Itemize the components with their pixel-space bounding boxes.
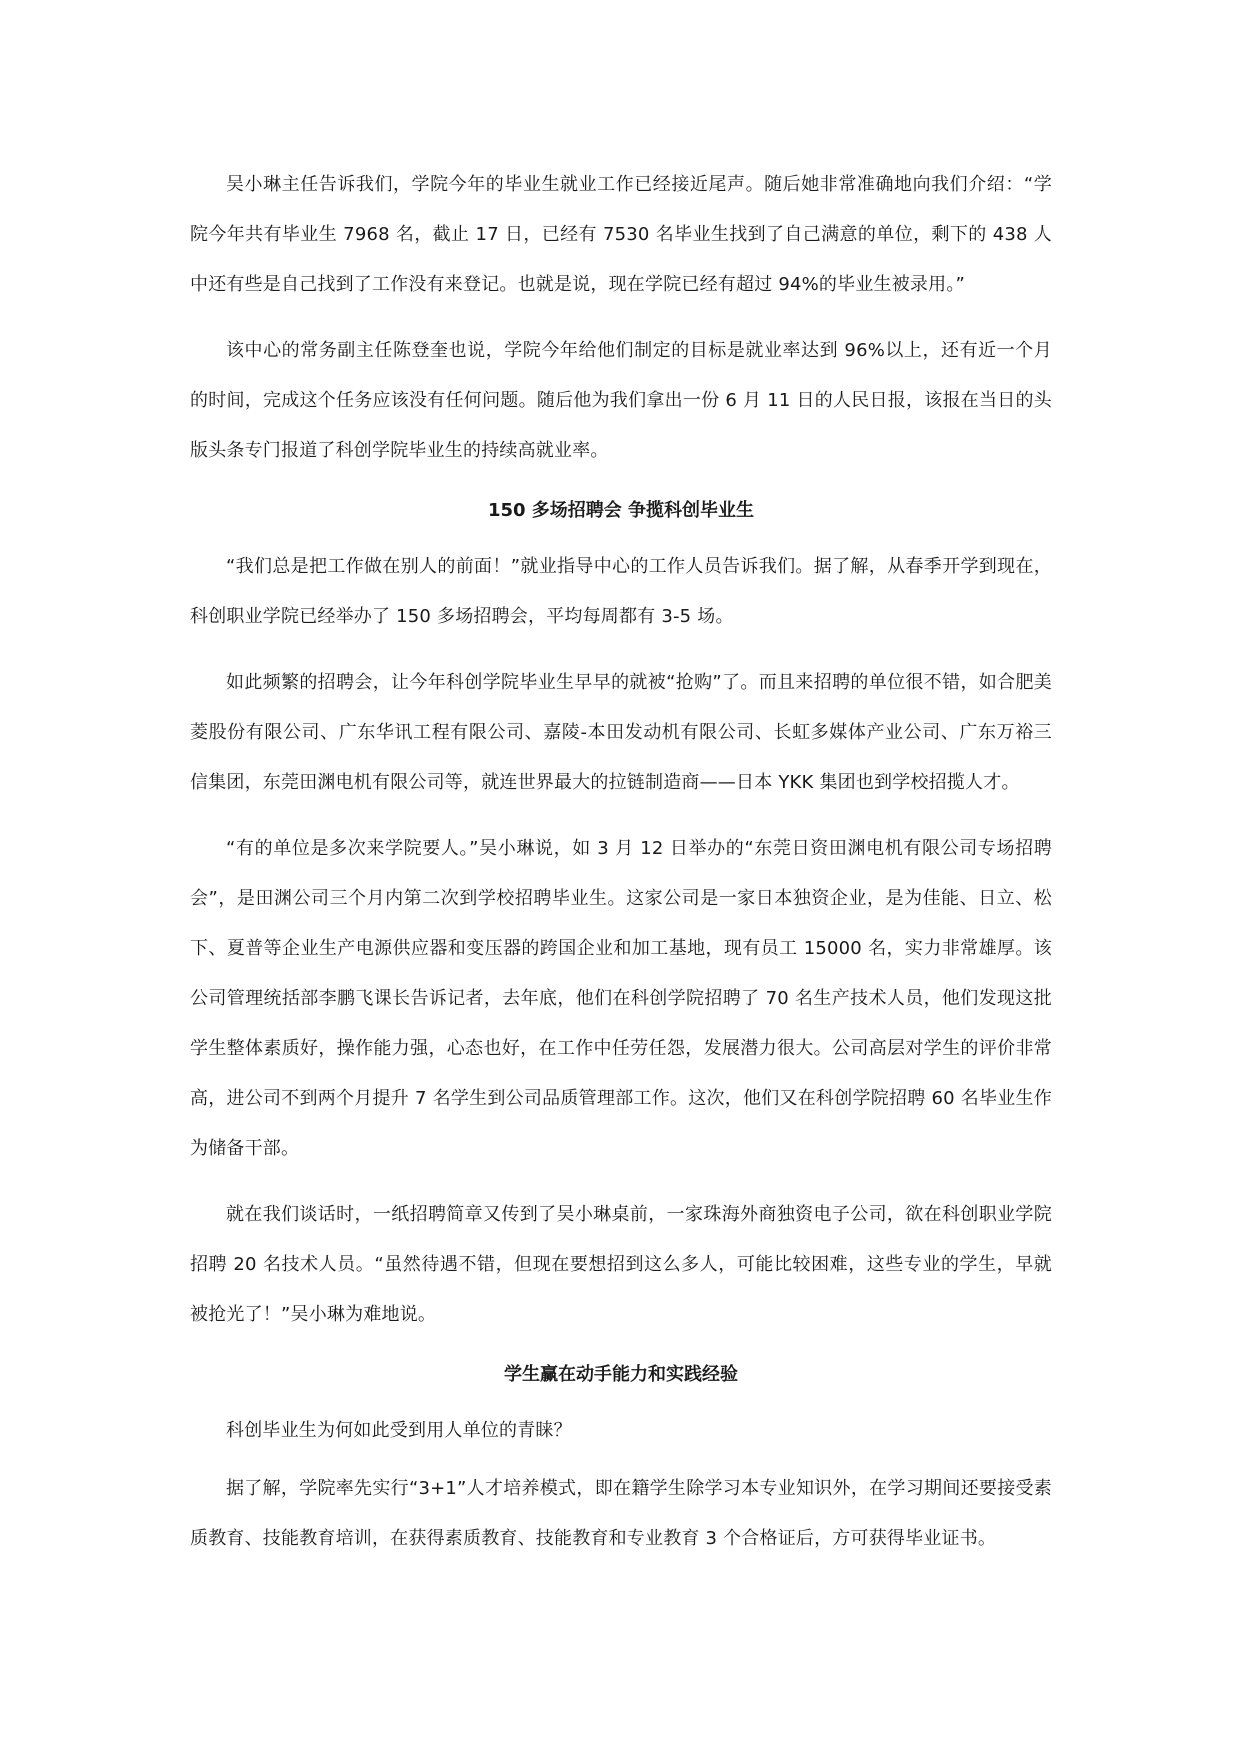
- paragraph: 科创毕业生为何如此受到用人单位的青睐？: [226, 1420, 572, 1441]
- paragraph: 就在我们谈话时，一纸招聘简章又传到了吴小琳桌前，一家珠海外商独资电子公司，欲在科创职业学院招聘 20 名技术人员。“虽然待遇不错，但现在要想招到这么多人，可能比较困难，这些专业的学生，早就被抢光了！”吴小琳为难地说。: [190, 1204, 1052, 1325]
- section-heading: 150 多场招聘会 争揽科创毕业生: [487, 500, 755, 521]
- section-heading: 学生赢在动手能力和实践经验: [504, 1364, 738, 1385]
- paragraph: 据了解，学院率先实行“3+1”人才培养模式，即在籍学生除学习本专业知识外，在学习期间还要接受素质教育、技能教育培训，在获得素质教育、技能教育和专业教育 3 个合格证后，方可获得毕业证书。: [190, 1478, 1052, 1549]
- paragraph: “有的单位是多次来学院要人。”吴小琳说，如 3 月 12 日举办的“东莞日资田渊电机有限公司专场招聘会”，是田渊公司三个月内第二次到学校招聘毕业生。这家公司是一家日本独资企业，是为佳能、日立、松下、夏普等企业生产电源供应器和变压器的跨国企业和加工基地，现有员工 15000 名，实力非常雄厚。该公司管理统括部李鹏飞课长告诉记者，去年底，他们在科创学院招聘了 70 名生产技术人员，他们发现这批学生整体素质好，操作能力强，心态也好，在工作中任劳任怨，发展潜力很大。公司高层对学生的评价非常高，进公司不到两个月提升 7 名学生到公司品质管理部工作。这次，他们又在科创学院招聘 60 名毕业生作为储备干部。: [190, 838, 1052, 1159]
- paragraph: “我们总是把工作做在别人的前面！”就业指导中心的工作人员告诉我们。据了解，从春季开学到现在，科创职业学院已经举办了 150 多场招聘会，平均每周都有 3-5 场。: [190, 556, 1052, 627]
- document-page: [190, 160, 1052, 1580]
- paragraph: 吴小琳主任告诉我们，学院今年的毕业生就业工作已经接近尾声。随后她非常准确地向我们介绍：“学院今年共有毕业生 7968 名，截止 17 日，已经有 7530 名毕业生找到了自己满意的单位，剩下的 438 人中还有些是自己找到了工作没有来登记。也就是说，现在学院已经有超过 94%的毕业生被录用。”: [190, 174, 1052, 295]
- paragraph: 该中心的常务副主任陈登奎也说，学院今年给他们制定的目标是就业率达到 96%以上，还有近一个月的时间，完成这个任务应该没有任何问题。随后他为我们拿出一份 6 月 11 日的人民日报，该报在当日的头版头条专门报道了科创学院毕业生的持续高就业率。: [190, 340, 1052, 461]
- paragraph: 如此频繁的招聘会，让今年科创学院毕业生早早的就被“抢购”了。而且来招聘的单位很不错，如合肥美菱股份有限公司、广东华讯工程有限公司、嘉陵-本田发动机有限公司、长虹多媒体产业公司、广东万裕三信集团，东莞田渊电机有限公司等，就连世界最大的拉链制造商——日本 YKK 集团也到学校招揽人才。: [190, 672, 1052, 793]
